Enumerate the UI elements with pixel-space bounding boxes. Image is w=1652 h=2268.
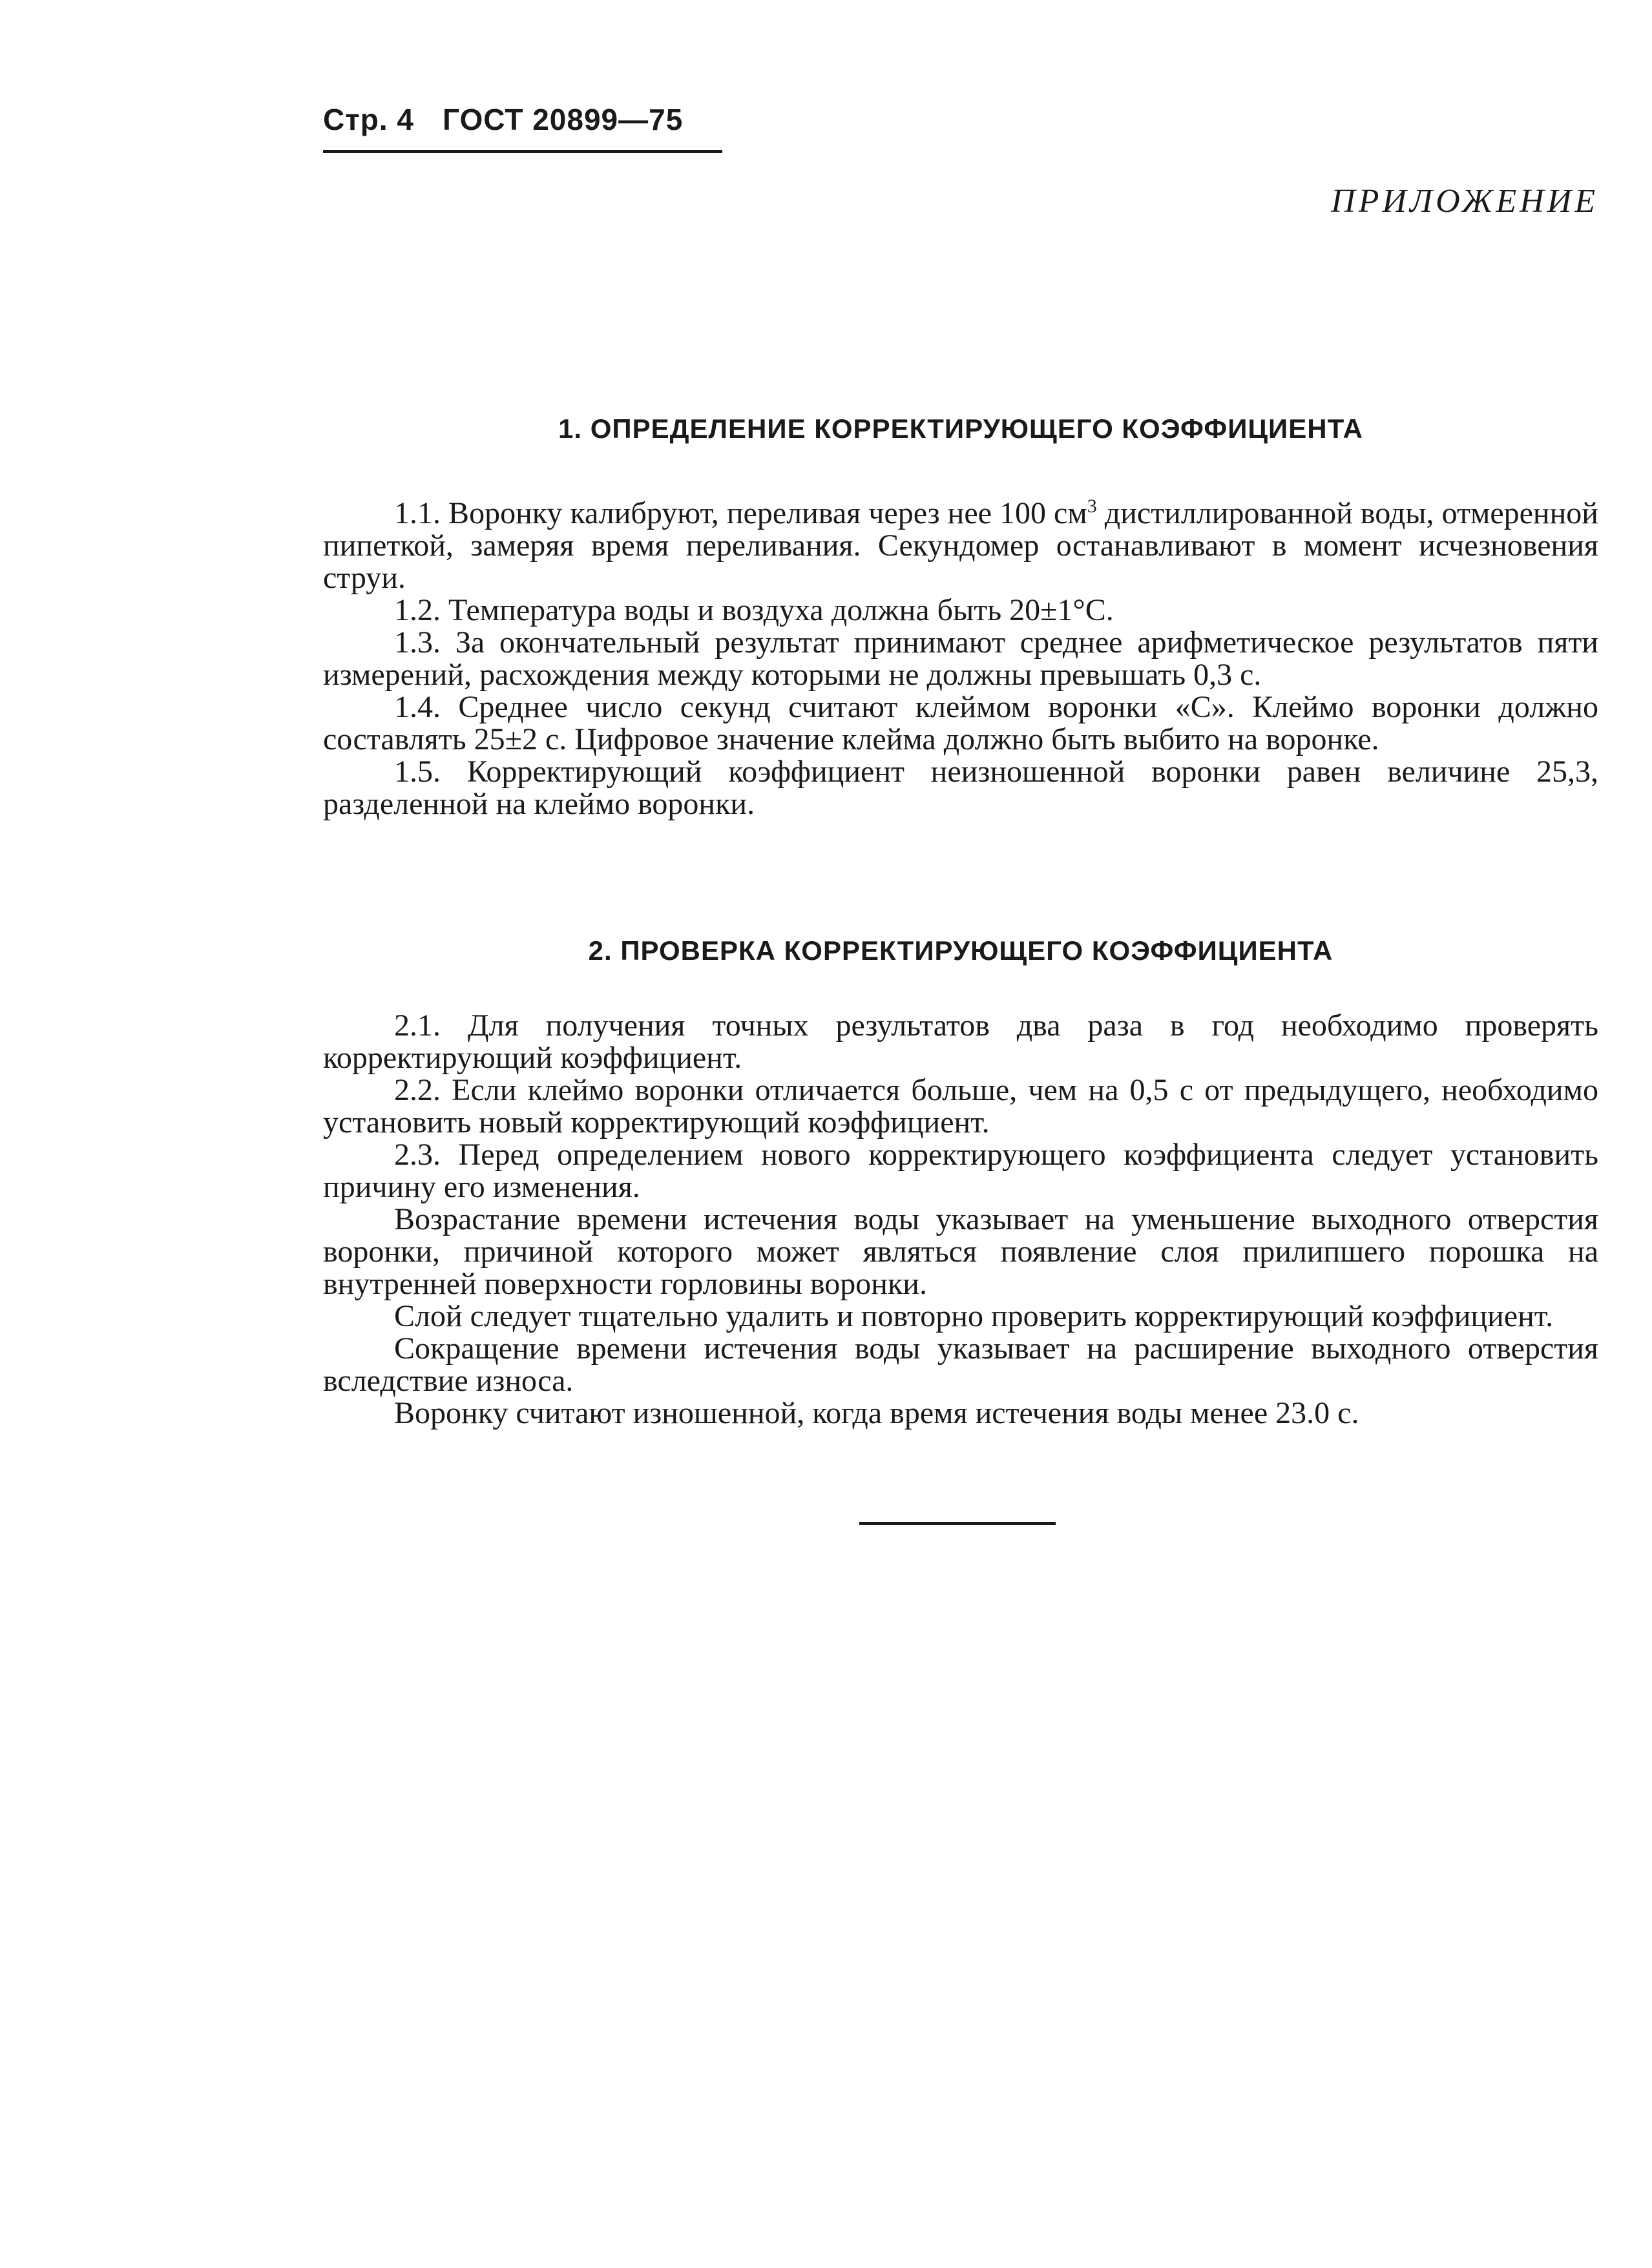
paragraph-1-4: 1.4. Среднее число секунд считают клеймом воронки «С». Клеймо воронки должно составлять 25±2 с. Цифровое значение клейма должно быть выбито на воронке. <box>323 690 1598 756</box>
page-number: Стр. 4 <box>323 103 414 136</box>
paragraph-1-1: 1.1. Воронку калибруют, переливая через нее 100 $см^3$ дистиллированной воды, отмеренной пипеткой, замеряя время переливания. Секундомер останавливают в момент исчезновения струи. <box>323 495 1598 595</box>
end-rule <box>859 1522 1056 1525</box>
section-1-body <box>323 497 1598 820</box>
paragraph-2-4: Возрастание времени истечения воды указывает на уменьшение выходного отверстия воронки, причиной которого может являться появление слоя прилипшего порошка на внутренней поверхности горловины воронки. <box>323 1202 1598 1301</box>
paragraph-2-6: Сокращение времени истечения воды указывает на расширение выходного отверстия вследствие износа. <box>323 1331 1598 1398</box>
standard-number: ГОСТ 20899—75 <box>443 103 684 136</box>
paragraph-2-1: 2.1. Для получения точных результатов два раза в год необходимо проверять корректирующий коэффициент. <box>323 1008 1598 1075</box>
section-1-title: 1. ОПРЕДЕЛЕНИЕ КОРРЕКТИРУЮЩЕГО КОЭФФИЦИЕНТА <box>558 413 1363 444</box>
superscript: 3 <box>1087 495 1097 517</box>
paragraph-2-2: 2.2. Если клеймо воронки отличается больше, чем на 0,5 с от предыдущего, необходимо установить новый корректирующий коэффициент. <box>323 1073 1598 1139</box>
running-header <box>323 102 683 137</box>
paragraph-2-7: Воронку считают изношенной, когда время истечения воды менее 23.0 с. <box>394 1396 1359 1430</box>
header-rule <box>323 150 722 153</box>
section-2-body <box>323 1010 1598 1430</box>
paragraph-2-5: Слой следует тщательно удалить и повторно проверить корректирующий коэффициент. <box>394 1299 1554 1333</box>
paragraph-1-2: 1.2. Температура воды и воздуха должна быть 20±1°С. <box>394 593 1114 627</box>
paragraph-1-5: 1.5. Корректирующий коэффициент неизношенной воронки равен величине 25,3, разделенной на клеймо воронки. <box>323 754 1598 821</box>
section-2-title: 2. ПРОВЕРКА КОРРЕКТИРУЮЩЕГО КОЭФФИЦИЕНТА <box>588 935 1333 966</box>
paragraph-1-3: 1.3. За окончательный результат принимают среднее арифметическое результатов пяти измерений, расхождения между которыми не должны превышать 0,3 с. <box>323 625 1598 692</box>
appendix-label: ПРИЛОЖЕНИЕ <box>1331 183 1598 220</box>
paragraph-2-3: 2.3. Перед определением нового корректирующего коэффициента следует установить причину его изменения. <box>323 1138 1598 1204</box>
